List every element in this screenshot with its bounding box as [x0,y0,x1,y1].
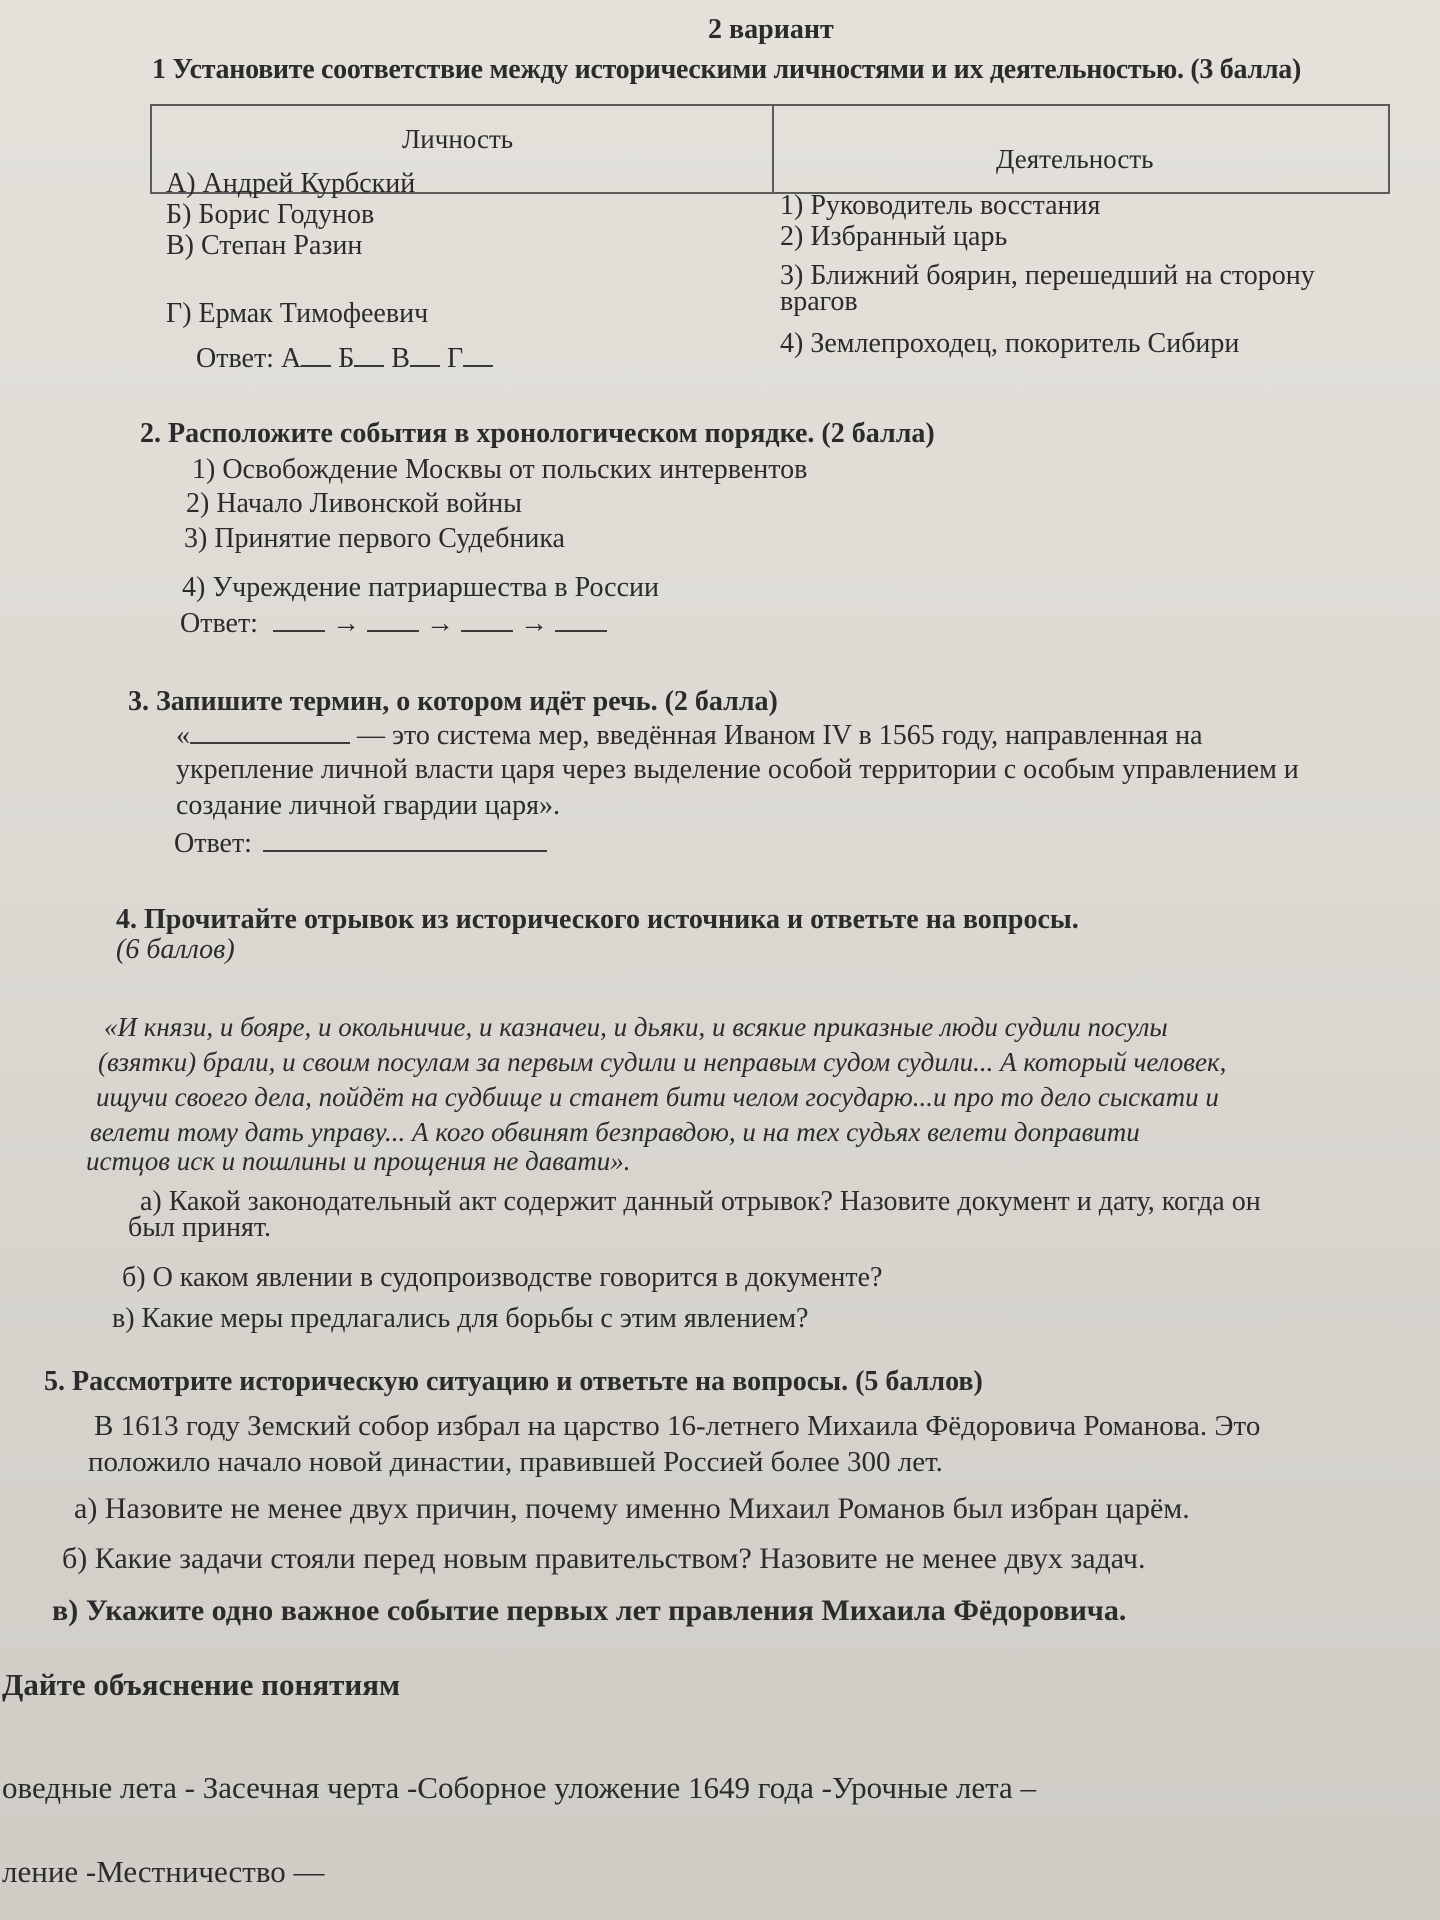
q5-text-2: положило начало новой династии, правившей Россией более 300 лет. [88,1446,943,1478]
q6-terms-line-1: оведные лета - Засечная черта -Соборное уложение 1649 года -Урочные лета – [2,1770,1037,1805]
q4-heading: 4. Прочитайте отрывок из исторического источника и ответьте на вопросы. [116,904,1079,935]
q3-line-3: создание личной гвардии царя». [176,790,560,821]
column-activity-header: Деятельность [996,144,1154,174]
open-quote: « [176,720,190,751]
order-blank-4[interactable] [555,630,607,632]
q2-item-1: 1) Освобождение Москвы от польских интервентов [192,454,808,485]
activity-4: 4) Землепроходец, покоритель Сибири [780,328,1240,359]
q4-question-a-cont: был принят. [128,1212,271,1243]
column-person-header: Личность [402,124,514,154]
q5-text-1: В 1613 году Земский собор избрал на царство 16-летнего Михаила Фёдоровича Романова. Это [94,1410,1261,1442]
answer-blank-v[interactable] [410,365,440,367]
q3-line-2: укрепление личной власти царя через выделение особой территории с особым управлением и [176,754,1299,785]
q3-answer-label: Ответ: [174,828,252,859]
activity-2: 2) Избранный царь [780,221,1008,252]
answer-letter-a: А [280,343,302,374]
q2-answer-line [180,608,607,640]
variant-title: 2 вариант [708,14,834,45]
q4-question-a: а) Какой законодательный акт содержит данный отрывок? Назовите документ и дату, когда он [140,1186,1261,1217]
quote-line-2: (взятки) брали, и своим посулам за первым судили и неправым судом судили... А который человек, [98,1047,1227,1077]
person-b: Б) Борис Годунов [166,199,375,230]
q3-answer-blank[interactable] [263,850,547,852]
answer-letter-b: Б [338,343,355,374]
q2-item-3: 3) Принятие первого Судебника [184,523,565,554]
activity-1: 1) Руководитель восстания [780,190,1101,221]
q3-heading: 3. Запишите термин, о котором идёт речь. (2 балла) [128,686,778,717]
order-blank-1[interactable] [273,630,325,632]
quote-line-1: «И князи, и бояре, и окольничие, и казначеи, и дьяки, и всякие приказные люди судили посулы [104,1012,1168,1042]
q4-question-b: б) О каком явлении в судопроизводстве говорится в документе? [122,1262,883,1293]
answer-blank-a[interactable] [301,365,331,367]
q4-question-c: в) Какие меры предлагались для борьбы с этим явлением? [112,1303,809,1334]
answer-letter-v: В [391,343,410,374]
q1-heading: 1 Установите соответствие между историческими личностями и их деятельностью. (3 балла) [152,54,1301,85]
quote-line-5: истцов иск и пошлины и прощения не давати». [86,1146,631,1176]
order-blank-3[interactable] [461,630,513,632]
arrow-icon: → [425,608,454,639]
q2-answer-label: Ответ: [180,608,258,639]
q6-heading: Дайте объяснение понятиям [2,1667,401,1702]
activity-3: 3) Ближний боярин, перешедший на сторону [780,260,1315,291]
quote-line-4: велети тому дать управу... А кого обвинят безправдою, и на тех судьях велети доправити [90,1117,1140,1147]
q3-definition-start: — это система мер, введённая Иваном IV в 1565 году, направленная на [357,720,1203,751]
answer-letter-g: Г [446,343,464,374]
q2-item-4: 4) Учреждение патриаршества в России [182,572,659,603]
q2-item-2: 2) Начало Ливонской войны [186,488,522,519]
q1-answer-line [196,343,493,375]
q3-answer-line [174,828,547,860]
term-blank[interactable] [190,742,350,744]
arrow-icon: → [331,608,360,639]
answer-blank-g[interactable] [463,365,493,367]
table-divider [772,106,774,192]
quote-line-3: ищучи своего дела, пойдёт на судбище и станет бити челом государю...и про то дело сыскати и [96,1082,1219,1112]
order-blank-2[interactable] [367,630,419,632]
person-a: А) Андрей Курбский [166,168,416,199]
answer-blank-b[interactable] [354,365,384,367]
activity-3-cont: врагов [780,286,858,317]
q1-answer-label: Ответ: [196,343,274,374]
person-g: Г) Ермак Тимофеевич [166,298,429,329]
person-v: В) Степан Разин [166,230,363,261]
q4-points: (6 баллов) [116,934,235,965]
q5-question-a: а) Назовите не менее двух причин, почему именно Михаил Романов был избран царём. [74,1492,1190,1525]
q5-question-c: в) Укажите одно важное событие первых лет правления Михаила Фёдоровича. [52,1594,1127,1627]
arrow-icon: → [519,608,548,639]
q3-line-1 [176,720,1203,752]
q6-terms-line-2: ление -Местничество — [2,1854,325,1889]
q2-heading: 2. Расположите события в хронологическом порядке. (2 балла) [140,418,935,449]
q5-question-b: б) Какие задачи стояли перед новым правительством? Назовите не менее двух задач. [62,1542,1146,1575]
q5-heading: 5. Рассмотрите историческую ситуацию и ответьте на вопросы. (5 баллов) [44,1366,983,1397]
